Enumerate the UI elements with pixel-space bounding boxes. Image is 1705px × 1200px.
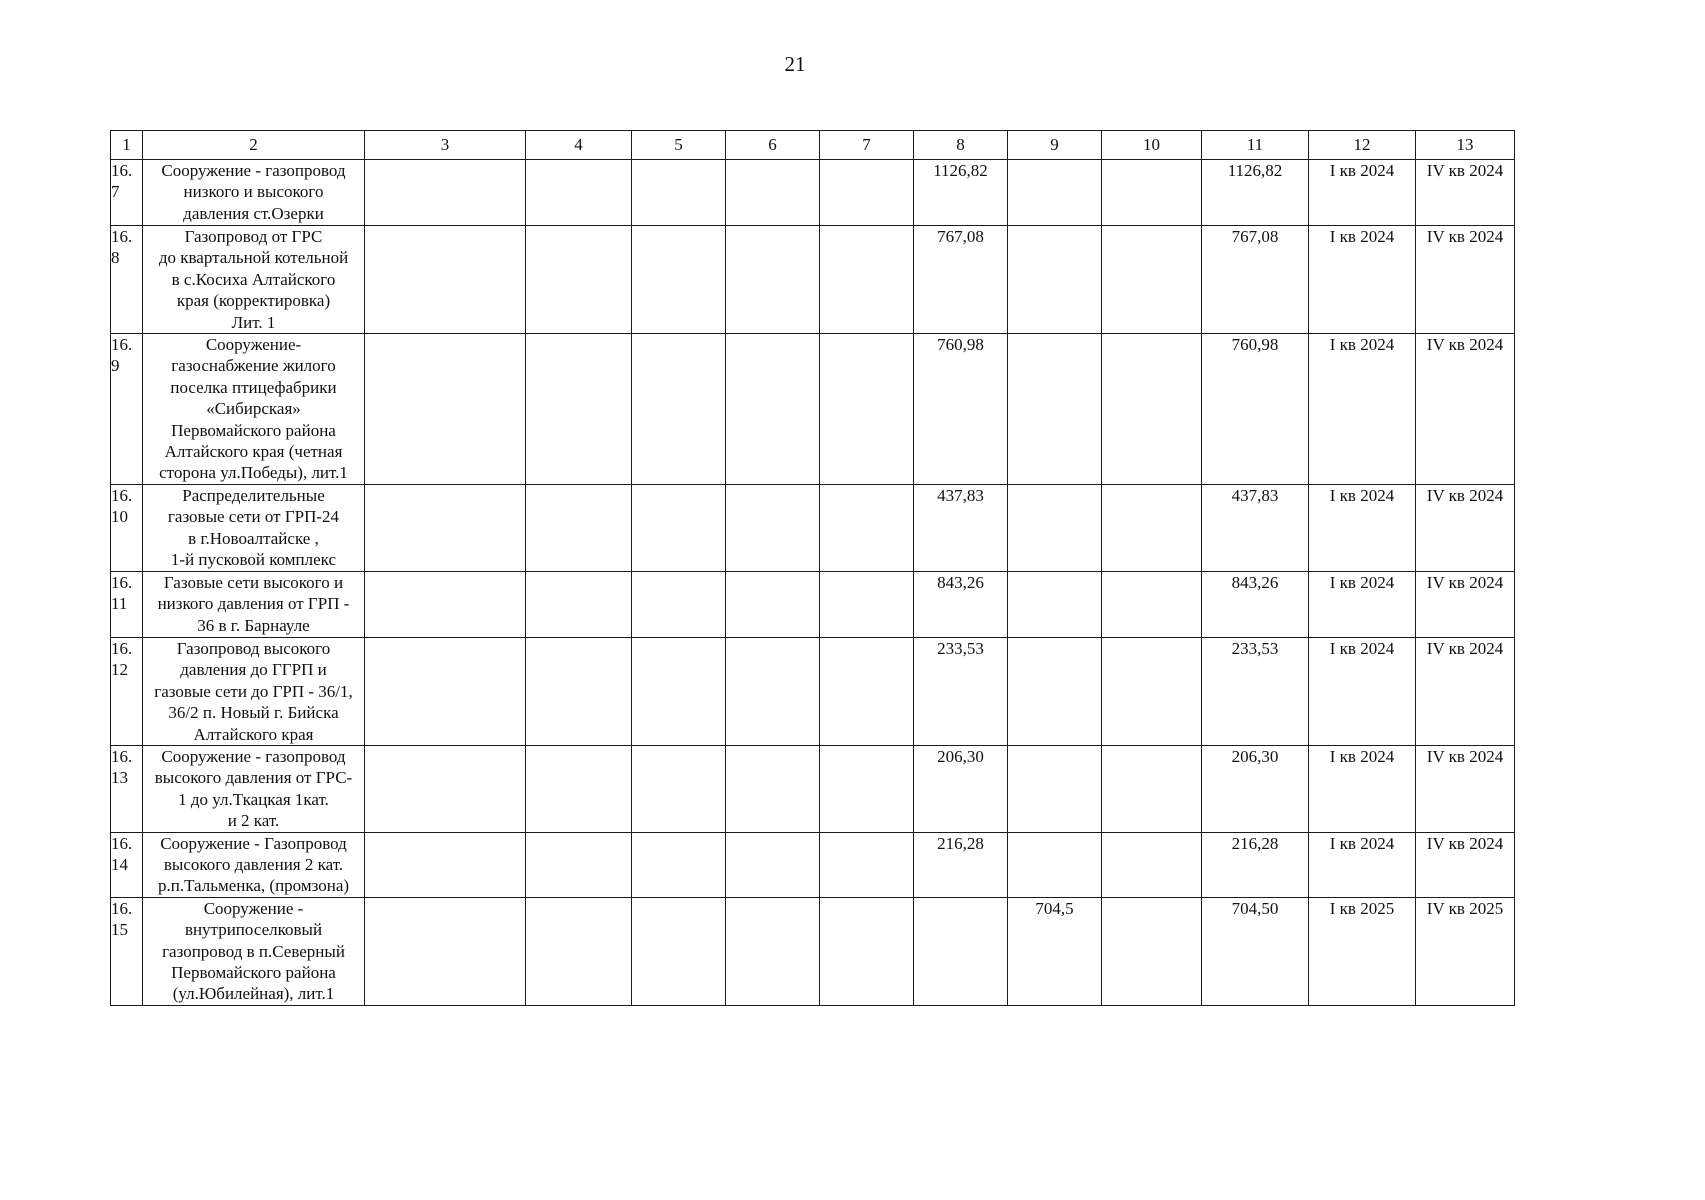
- cell-col11-total: 216,28: [1202, 832, 1309, 897]
- cell-col9-amount: 704,5: [1008, 897, 1102, 1005]
- cell-col3: [365, 484, 526, 571]
- investment-table: [110, 130, 1515, 1006]
- column-number-row: [111, 131, 1515, 160]
- cell-col6: [726, 571, 820, 637]
- cell-col3: [365, 571, 526, 637]
- start-quarter: I кв 2024: [1309, 226, 1416, 334]
- table-row: [111, 637, 1515, 745]
- start-quarter: I кв 2024: [1309, 484, 1416, 571]
- column-number: 8: [914, 131, 1008, 160]
- cell-col10: [1102, 484, 1202, 571]
- cell-col8-amount: 1126,82: [914, 160, 1008, 226]
- column-number: 11: [1202, 131, 1309, 160]
- column-number: 9: [1008, 131, 1102, 160]
- cell-col9-amount: [1008, 160, 1102, 226]
- cell-col5: [632, 832, 726, 897]
- cell-col5: [632, 897, 726, 1005]
- table-row: [111, 226, 1515, 334]
- cell-col7: [820, 160, 914, 226]
- cell-col5: [632, 334, 726, 485]
- cell-col8-amount: 233,53: [914, 637, 1008, 745]
- object-name: Сооружение - Газопровод высокого давления 2 кат. р.п.Тальменка, (промзона): [143, 832, 365, 897]
- cell-col11-total: 704,50: [1202, 897, 1309, 1005]
- cell-col4: [526, 637, 632, 745]
- cell-col5: [632, 745, 726, 832]
- cell-col7: [820, 226, 914, 334]
- cell-col4: [526, 226, 632, 334]
- row-number: 16. 14: [111, 832, 143, 897]
- object-name: Сооружение - газопровод высокого давления от ГРС- 1 до ул.Ткацкая 1кат. и 2 кат.: [143, 745, 365, 832]
- cell-col9-amount: [1008, 832, 1102, 897]
- end-quarter: IV кв 2024: [1416, 745, 1515, 832]
- cell-col9-amount: [1008, 226, 1102, 334]
- object-name: Газопровод от ГРС до квартальной котельной в с.Косиха Алтайского края (корректировка) Лит. 1: [143, 226, 365, 334]
- table-row: [111, 832, 1515, 897]
- end-quarter: IV кв 2024: [1416, 637, 1515, 745]
- cell-col11-total: 206,30: [1202, 745, 1309, 832]
- cell-col4: [526, 571, 632, 637]
- cell-col3: [365, 160, 526, 226]
- cell-col10: [1102, 637, 1202, 745]
- cell-col11-total: 233,53: [1202, 637, 1309, 745]
- cell-col7: [820, 571, 914, 637]
- cell-col6: [726, 832, 820, 897]
- cell-col3: [365, 832, 526, 897]
- table-row: [111, 571, 1515, 637]
- cell-col4: [526, 897, 632, 1005]
- object-name: Сооружение - газопровод низкого и высокого давления ст.Озерки: [143, 160, 365, 226]
- cell-col6: [726, 160, 820, 226]
- column-number: 7: [820, 131, 914, 160]
- cell-col10: [1102, 334, 1202, 485]
- cell-col7: [820, 745, 914, 832]
- row-number: 16. 13: [111, 745, 143, 832]
- object-name: Сооружение - внутрипоселковый газопровод в п.Северный Первомайского района (ул.Юбилейная), лит.1: [143, 897, 365, 1005]
- cell-col5: [632, 571, 726, 637]
- cell-col3: [365, 745, 526, 832]
- object-name: Газовые сети высокого и низкого давления от ГРП - 36 в г. Барнауле: [143, 571, 365, 637]
- row-number: 16. 7: [111, 160, 143, 226]
- column-number: 3: [365, 131, 526, 160]
- start-quarter: I кв 2024: [1309, 571, 1416, 637]
- cell-col9-amount: [1008, 745, 1102, 832]
- cell-col5: [632, 160, 726, 226]
- end-quarter: IV кв 2024: [1416, 832, 1515, 897]
- cell-col8-amount: 760,98: [914, 334, 1008, 485]
- cell-col3: [365, 334, 526, 485]
- start-quarter: I кв 2024: [1309, 334, 1416, 485]
- cell-col10: [1102, 226, 1202, 334]
- cell-col8-amount: 437,83: [914, 484, 1008, 571]
- cell-col5: [632, 226, 726, 334]
- column-number: 4: [526, 131, 632, 160]
- cell-col8-amount: 843,26: [914, 571, 1008, 637]
- cell-col4: [526, 745, 632, 832]
- object-name: Распределительные газовые сети от ГРП-24 в г.Новоалтайске , 1-й пусковой комплекс: [143, 484, 365, 571]
- column-number: 13: [1416, 131, 1515, 160]
- cell-col7: [820, 897, 914, 1005]
- cell-col5: [632, 637, 726, 745]
- cell-col7: [820, 832, 914, 897]
- column-number: 10: [1102, 131, 1202, 160]
- cell-col10: [1102, 160, 1202, 226]
- cell-col11-total: 760,98: [1202, 334, 1309, 485]
- start-quarter: I кв 2024: [1309, 160, 1416, 226]
- table-row: [111, 897, 1515, 1005]
- row-number: 16. 9: [111, 334, 143, 485]
- row-number: 16. 11: [111, 571, 143, 637]
- row-number: 16. 15: [111, 897, 143, 1005]
- cell-col4: [526, 160, 632, 226]
- cell-col6: [726, 334, 820, 485]
- column-number: 2: [143, 131, 365, 160]
- row-number: 16. 12: [111, 637, 143, 745]
- cell-col9-amount: [1008, 484, 1102, 571]
- cell-col10: [1102, 832, 1202, 897]
- cell-col6: [726, 637, 820, 745]
- cell-col10: [1102, 897, 1202, 1005]
- end-quarter: IV кв 2025: [1416, 897, 1515, 1005]
- row-number: 16. 10: [111, 484, 143, 571]
- start-quarter: I кв 2024: [1309, 745, 1416, 832]
- cell-col3: [365, 226, 526, 334]
- cell-col11-total: 767,08: [1202, 226, 1309, 334]
- cell-col8-amount: 216,28: [914, 832, 1008, 897]
- cell-col11-total: 843,26: [1202, 571, 1309, 637]
- cell-col3: [365, 897, 526, 1005]
- cell-col4: [526, 484, 632, 571]
- cell-col11-total: 437,83: [1202, 484, 1309, 571]
- cell-col7: [820, 637, 914, 745]
- row-number: 16. 8: [111, 226, 143, 334]
- cell-col6: [726, 484, 820, 571]
- start-quarter: I кв 2025: [1309, 897, 1416, 1005]
- cell-col6: [726, 226, 820, 334]
- cell-col5: [632, 484, 726, 571]
- cell-col4: [526, 832, 632, 897]
- column-number: 6: [726, 131, 820, 160]
- object-name: Газопровод высокого давления до ГГРП и газовые сети до ГРП - 36/1, 36/2 п. Новый г. Бийска Алтайского края: [143, 637, 365, 745]
- start-quarter: I кв 2024: [1309, 832, 1416, 897]
- cell-col8-amount: 206,30: [914, 745, 1008, 832]
- cell-col4: [526, 334, 632, 485]
- column-number: 1: [111, 131, 143, 160]
- cell-col9-amount: [1008, 571, 1102, 637]
- cell-col9-amount: [1008, 334, 1102, 485]
- cell-col3: [365, 637, 526, 745]
- end-quarter: IV кв 2024: [1416, 571, 1515, 637]
- column-number: 5: [632, 131, 726, 160]
- cell-col7: [820, 484, 914, 571]
- cell-col11-total: 1126,82: [1202, 160, 1309, 226]
- cell-col8-amount: 767,08: [914, 226, 1008, 334]
- cell-col8-amount: [914, 897, 1008, 1005]
- cell-col6: [726, 897, 820, 1005]
- start-quarter: I кв 2024: [1309, 637, 1416, 745]
- cell-col7: [820, 334, 914, 485]
- end-quarter: IV кв 2024: [1416, 334, 1515, 485]
- end-quarter: IV кв 2024: [1416, 484, 1515, 571]
- column-number: 12: [1309, 131, 1416, 160]
- cell-col10: [1102, 745, 1202, 832]
- table-row: [111, 160, 1515, 226]
- table-row: [111, 334, 1515, 485]
- table-row: [111, 745, 1515, 832]
- cell-col6: [726, 745, 820, 832]
- table-row: [111, 484, 1515, 571]
- cell-col10: [1102, 571, 1202, 637]
- end-quarter: IV кв 2024: [1416, 160, 1515, 226]
- end-quarter: IV кв 2024: [1416, 226, 1515, 334]
- page-number: 21: [784, 52, 806, 76]
- object-name: Сооружение- газоснабжение жилого поселка птицефабрики «Сибирская» Первомайского района Алтайского края (четная сторона ул.Победы), лит.1: [143, 334, 365, 485]
- cell-col9-amount: [1008, 637, 1102, 745]
